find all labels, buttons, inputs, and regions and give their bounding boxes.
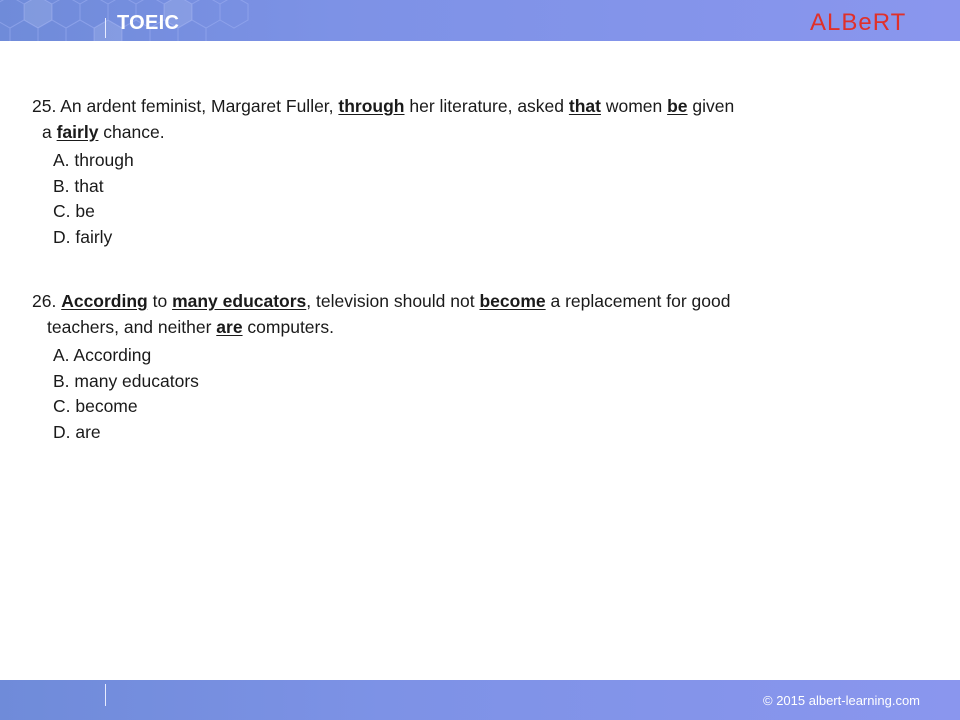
- footer-bar: [0, 680, 960, 720]
- question-text: teachers, and neither: [47, 317, 217, 337]
- question-25-line-1: [32, 93, 912, 119]
- option-d: D. fairly: [53, 226, 113, 247]
- albert-logo: [810, 6, 918, 36]
- question-26-options: [53, 343, 199, 445]
- underlined-choice-c: become: [479, 291, 546, 311]
- question-text: An ardent feminist, Margaret Fuller,: [56, 96, 339, 116]
- question-number: 26.: [32, 291, 57, 311]
- question-text: to: [147, 291, 173, 311]
- question-text: a: [42, 122, 57, 142]
- question-text: given: [687, 96, 735, 116]
- question-26-line-2: [32, 314, 912, 340]
- question-26-line-1: [32, 288, 912, 314]
- option-a: A. According: [53, 345, 152, 365]
- underlined-choice-d: fairly: [56, 122, 99, 142]
- question-text: chance.: [98, 122, 165, 142]
- logo-text: ALBeRT: [810, 9, 907, 36]
- option-d: D. are: [53, 421, 101, 442]
- option-c: C. become: [53, 396, 138, 416]
- question-26: [32, 288, 912, 340]
- question-number: 25.: [32, 96, 57, 116]
- question-text: , television should not: [306, 291, 480, 311]
- section-title: TOEIC: [117, 12, 180, 34]
- underlined-choice-a: through: [338, 96, 405, 116]
- underlined-choice-a: According: [61, 291, 148, 311]
- underlined-choice-c: be: [667, 96, 688, 116]
- header-divider: [105, 18, 106, 38]
- underlined-choice-d: are: [216, 317, 243, 337]
- copyright-text: © 2015 albert-learning.com: [763, 693, 920, 708]
- question-text: a replacement for good: [545, 291, 731, 311]
- question-25: [32, 93, 912, 145]
- underlined-choice-b: that: [568, 96, 601, 116]
- question-25-line-2: [32, 119, 912, 145]
- question-25-options: [53, 148, 134, 250]
- footer-divider: [105, 684, 106, 706]
- question-text: computers.: [242, 317, 334, 337]
- option-a: A. through: [53, 150, 134, 170]
- option-b: B. that: [53, 175, 104, 196]
- question-text: women: [600, 96, 668, 116]
- question-text: her literature, asked: [404, 96, 569, 116]
- underlined-choice-b: many educators: [172, 291, 307, 311]
- option-b: B. many educators: [53, 370, 199, 391]
- option-c: C. be: [53, 201, 95, 221]
